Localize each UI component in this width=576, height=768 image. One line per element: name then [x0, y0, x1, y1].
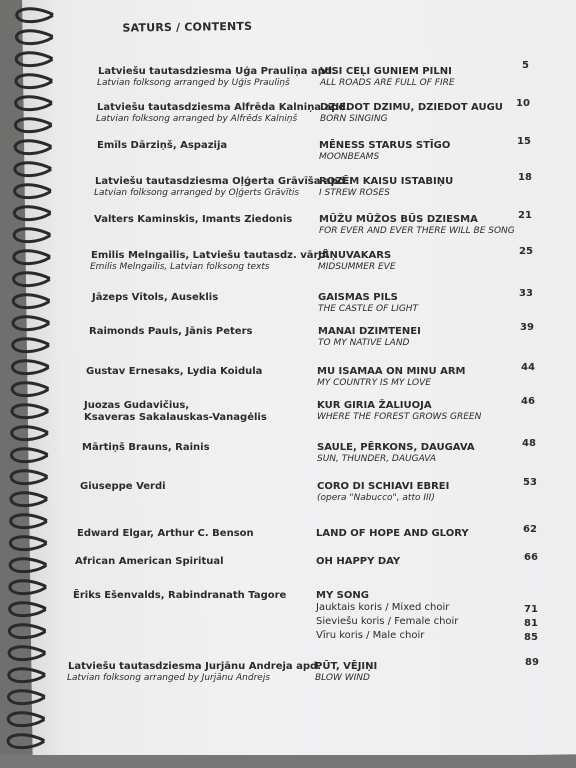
page-number: 46 [521, 396, 535, 407]
song-subtitle: WHERE THE FOREST GROWS GREEN [317, 412, 482, 422]
spiral-coil [12, 405, 47, 418]
page-title: SATURS / CONTENTS [122, 19, 253, 35]
page-number: 81 [524, 618, 538, 629]
spiral-coil [14, 273, 49, 286]
song-title: CORO DI SCHIAVI EBREI [317, 481, 450, 492]
spiral-coil [8, 713, 43, 726]
song-title: VISI CEĻI GUNIEM PILNI [320, 66, 452, 77]
spiral-coil [10, 559, 45, 572]
composer-line: Giuseppe Verdi [80, 481, 166, 492]
choir-version: Jauktais koris / Mixed choir [316, 602, 450, 613]
spiral-coil [16, 75, 51, 88]
composer-subline: Latvian folksong arranged by Alfrēds Kalniņš [96, 114, 298, 124]
song-title: MŪŽU MŪŽOS BŪS DZIESMA [319, 214, 478, 225]
song-title: OH HAPPY DAY [316, 556, 401, 567]
spiral-coil [13, 295, 48, 308]
composer-line: Gustav Ernesaks, Lydia Koidula [86, 366, 263, 377]
spiral-coil [16, 97, 51, 110]
page-number: 89 [525, 657, 539, 668]
song-title: DZIEDOT DZIMU, DZIEDOT AUGU [320, 102, 503, 113]
page-number: 85 [524, 632, 538, 643]
song-subtitle: ALL ROADS ARE FULL OF FIRE [320, 78, 455, 88]
spiral-coil [11, 471, 46, 484]
composer-subline: Ksaveras Sakalauskas-Vanagėlis [84, 412, 267, 423]
song-title: GAISMAS PILS [318, 292, 398, 303]
composer-line: African American Spiritual [75, 556, 224, 567]
composer-subline: Latvian folksong arranged by Uģis Prauliņš [97, 78, 290, 88]
spiral-coil [9, 647, 44, 660]
spiral-coil [11, 449, 46, 462]
composer-line: Raimonds Pauls, Jānis Peters [89, 326, 253, 337]
spiral-coil [14, 229, 49, 242]
song-subtitle: BORN SINGING [320, 114, 388, 124]
song-subtitle: I STREW ROSES [319, 188, 390, 198]
song-subtitle: MY COUNTRY IS MY LOVE [317, 378, 431, 388]
song-subtitle: THE CASTLE OF LIGHT [318, 304, 419, 314]
song-title: MU ISAMAA ON MINU ARM [317, 366, 466, 377]
spiral-coil [11, 493, 46, 506]
page-number: 21 [518, 210, 532, 221]
desk-edge [0, 755, 576, 768]
composer-line: Juozas Gudavičius, [84, 400, 190, 411]
composer-subline: Latvian folksong arranged by Jurjānu Andrejs [67, 673, 271, 683]
composer-line: Latviešu tautasdziesma Alfrēda Kalniņa apd. [97, 102, 350, 113]
spiral-coil [12, 383, 47, 396]
page-number: 10 [516, 98, 530, 109]
page-number: 71 [524, 604, 538, 615]
song-title: PŪT, VĒJIŅI [315, 661, 378, 672]
choir-version: Sieviešu koris / Female choir [316, 616, 459, 627]
spiral-coil [8, 735, 43, 748]
spiral-coil [13, 317, 48, 330]
song-title: LAND OF HOPE AND GLORY [316, 528, 469, 539]
spiral-coil [15, 119, 50, 132]
spiral-coil [10, 603, 45, 616]
page-number: 25 [519, 246, 533, 257]
spiral-coil [9, 669, 44, 682]
spiral-coil [9, 691, 44, 704]
composer-line: Ēriks Ešenvalds, Rabindranath Tagore [73, 590, 287, 601]
choir-version: Vīru koris / Male choir [316, 630, 425, 641]
spiral-coil [15, 163, 50, 176]
page-number: 48 [522, 438, 536, 449]
page-number: 44 [521, 362, 535, 373]
composer-line: Jāzeps Vītols, Auseklis [92, 292, 219, 303]
song-subtitle: MOONBEAMS [319, 152, 380, 162]
page-number: 53 [523, 477, 537, 488]
spiral-coil [15, 141, 50, 154]
spiral-coil [14, 207, 49, 220]
spiral-coil [12, 427, 47, 440]
composer-line: Edward Elgar, Arthur C. Benson [77, 528, 254, 539]
song-subtitle: FOR EVER AND EVER THERE WILL BE SONG [319, 226, 515, 236]
song-subtitle: TO MY NATIVE LAND [318, 338, 410, 348]
composer-subline: Latvian folksong arranged by Oļģerts Grāvītis [94, 188, 300, 198]
composer-line: Valters Kaminskis, Imants Ziedonis [94, 214, 293, 225]
page-number: 39 [520, 322, 534, 333]
composer-subline: Emilis Melngailis, Latvian folksong texts [90, 262, 270, 272]
composer-line: Emīls Dārziņš, Aspazija [97, 140, 228, 151]
spiral-coil [11, 515, 46, 528]
composer-line: Latviešu tautasdziesma Jurjānu Andreja apd. [68, 661, 322, 672]
song-title: MANAI DZIMTENEI [318, 326, 421, 337]
composer-line: Emilis Melngailis, Latviešu tautasdz. vārdi [91, 250, 330, 261]
song-title: JĀŅUVAKARS [318, 250, 392, 261]
song-subtitle: SUN, THUNDER, DAUGAVA [317, 454, 436, 464]
spiral-coil [13, 339, 48, 352]
page-number: 62 [523, 524, 537, 535]
spiral-coil [10, 537, 45, 550]
song-title: KUR GIRIA ŽALIUOJA [317, 400, 432, 411]
song-title: SAULE, PĒRKONS, DAUGAVA [317, 442, 475, 453]
song-subtitle: MIDSUMMER EVE [318, 262, 396, 272]
spiral-coil [16, 31, 51, 44]
song-title: ROZĒM KAISU ISTABIŅU [319, 176, 454, 187]
composer-line: Latviešu tautasdziesma Uģa Prauliņa apd. [98, 66, 336, 77]
page-number: 15 [517, 136, 531, 147]
spiral-coil [15, 185, 50, 198]
spiral-coil [13, 361, 48, 374]
composer-line: Latviešu tautasdziesma Oļģerta Grāvīša apd. [95, 176, 349, 187]
page-number: 66 [524, 552, 538, 563]
page-number: 18 [518, 172, 532, 183]
composer-line: Mārtiņš Brauns, Rainis [82, 442, 210, 453]
spiral-coil [14, 251, 49, 264]
spiral-coil [17, 9, 52, 22]
spiral-coil [10, 581, 45, 594]
spiral-binding [0, 0, 60, 768]
spiral-coil [9, 625, 44, 638]
song-title: MY SONG [316, 590, 369, 601]
page-number: 33 [519, 288, 533, 299]
song-title: MĒNESS STARUS STĪGO [319, 140, 451, 151]
song-subtitle: (opera "Nabucco", atto III) [317, 493, 435, 503]
page-number: 5 [522, 60, 529, 71]
spiral-coil [16, 53, 51, 66]
song-subtitle: BLOW WIND [315, 673, 370, 683]
